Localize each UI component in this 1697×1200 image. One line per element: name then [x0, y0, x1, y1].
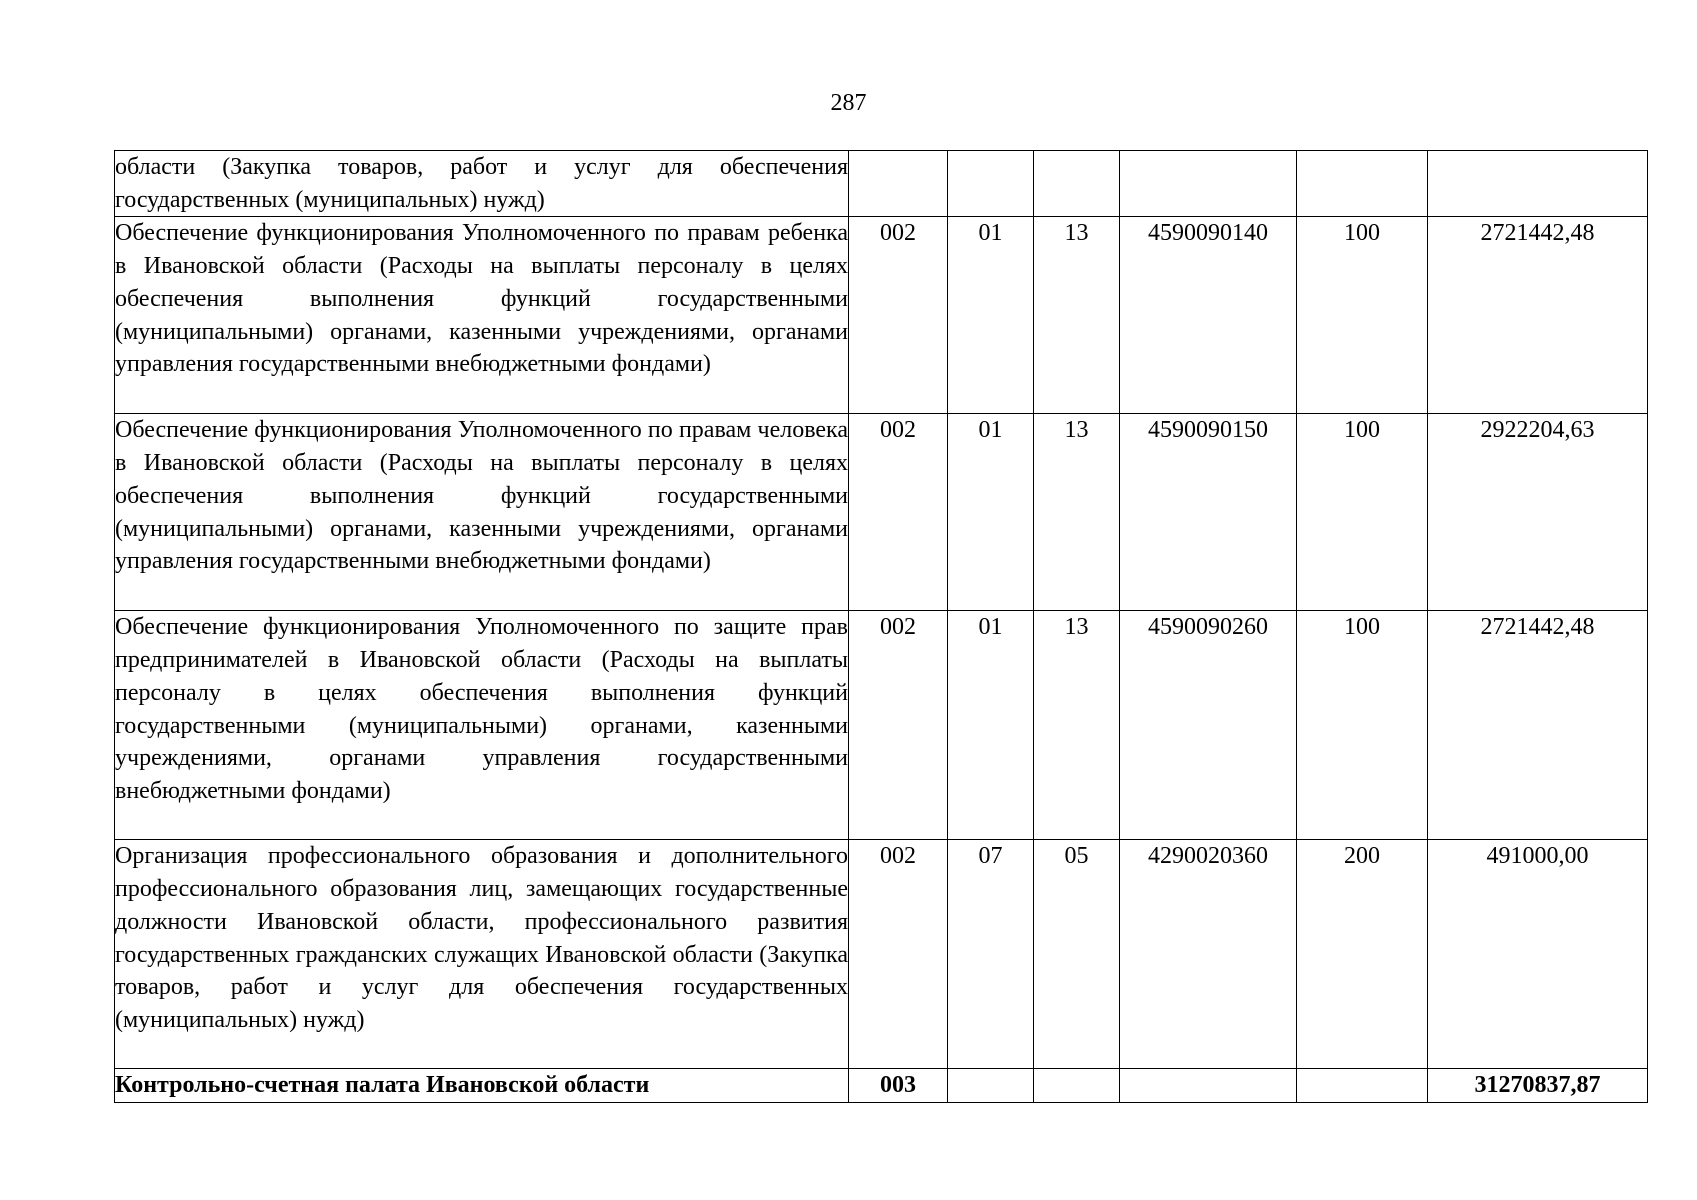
- amount: 2721442,48: [1428, 217, 1648, 414]
- ministry-code: 002: [849, 611, 948, 840]
- amount: 491000,00: [1428, 840, 1648, 1069]
- total-expense-type-code: [1297, 1069, 1428, 1103]
- target-article-code: 4290020360: [1120, 840, 1297, 1069]
- total-description: Контрольно-счетная палата Ивановской области: [115, 1069, 849, 1103]
- page-number: 287: [830, 90, 867, 116]
- amount: 2922204,63: [1428, 414, 1648, 611]
- total-target-article-code: [1120, 1069, 1297, 1103]
- expense-type-code: [1297, 151, 1428, 217]
- ministry-code: 002: [849, 840, 948, 1069]
- table-row: [115, 151, 1648, 217]
- target-article-code: 4590090140: [1120, 217, 1297, 414]
- ministry-code: [849, 151, 948, 217]
- row-description: Организация профессионального образования и дополнительного профессионального образования лиц, замещающих государственные должности Ивановской области, профессионального развития государственных гражданских служащих Ивановской области (Закупка товаров, работ и услуг для обеспечения государственных (муниципальных) нужд): [115, 840, 849, 1069]
- amount: 2721442,48: [1428, 611, 1648, 840]
- expense-type-code: 100: [1297, 611, 1428, 840]
- ministry-code: 002: [849, 414, 948, 611]
- total-ministry-code: 003: [849, 1069, 948, 1103]
- row-description: Обеспечение функционирования Уполномоченного по правам человека в Ивановской области (Расходы на выплаты персоналу в целях обеспечения выполнения функций государственными (муниципальными) органами, казенными учреждениями, органами управления государственными внебюджетными фондами): [115, 414, 849, 611]
- table-row: [115, 840, 1648, 1069]
- total-section-code: [948, 1069, 1034, 1103]
- section-code: 07: [948, 840, 1034, 1069]
- subsection-code: 05: [1034, 840, 1120, 1069]
- table-row: [115, 414, 1648, 611]
- row-description: области (Закупка товаров, работ и услуг для обеспечения государственных (муниципальных) нужд): [115, 151, 849, 217]
- expense-type-code: 100: [1297, 217, 1428, 414]
- total-subsection-code: [1034, 1069, 1120, 1103]
- row-description: Обеспечение функционирования Уполномоченного по защите прав предпринимателей в Ивановской области (Расходы на выплаты персоналу в целях обеспечения выполнения функций государственными (муниципальными) органами, казенными учреждениями, органами управления государственными внебюджетными фондами): [115, 611, 849, 840]
- expense-type-code: 100: [1297, 414, 1428, 611]
- section-code: 01: [948, 611, 1034, 840]
- subsection-code: [1034, 151, 1120, 217]
- ministry-code: 002: [849, 217, 948, 414]
- total-row: [115, 1069, 1648, 1103]
- target-article-code: 4590090260: [1120, 611, 1297, 840]
- amount: [1428, 151, 1648, 217]
- target-article-code: [1120, 151, 1297, 217]
- section-code: 01: [948, 217, 1034, 414]
- table-row: [115, 217, 1648, 414]
- subsection-code: 13: [1034, 217, 1120, 414]
- total-amount: 31270837,87: [1428, 1069, 1648, 1103]
- row-description: Обеспечение функционирования Уполномоченного по правам ребенка в Ивановской области (Расходы на выплаты персоналу в целях обеспечения выполнения функций государственными (муниципальными) органами, казенными учреждениями, органами управления государственными внебюджетными фондами): [115, 217, 849, 414]
- table-row: [115, 611, 1648, 840]
- expense-type-code: 200: [1297, 840, 1428, 1069]
- section-code: [948, 151, 1034, 217]
- subsection-code: 13: [1034, 611, 1120, 840]
- budget-table: [114, 150, 1648, 1103]
- subsection-code: 13: [1034, 414, 1120, 611]
- target-article-code: 4590090150: [1120, 414, 1297, 611]
- section-code: 01: [948, 414, 1034, 611]
